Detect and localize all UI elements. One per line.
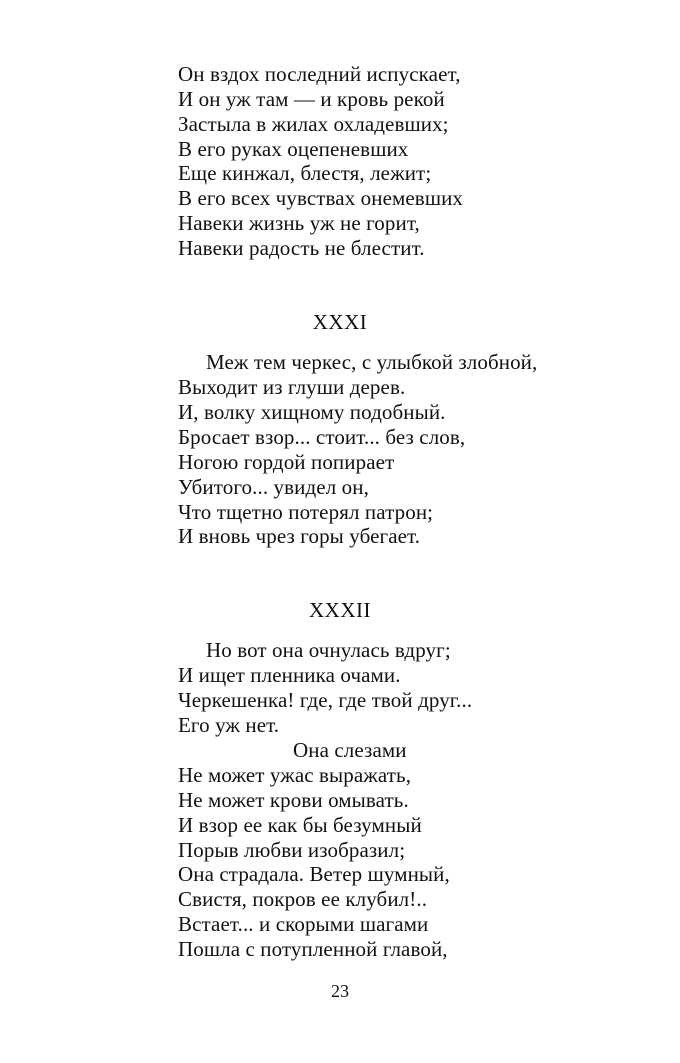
verse-line: Свистя, покров ее клубил!.. [178,887,428,911]
verse-line: Черкешенка! где, где твой друг... [178,688,473,712]
page-number: 23 [331,981,349,1001]
verse-line: Навеки жизнь уж не горит, [178,211,420,235]
verse-line: Еще кинжал, блестя, лежит; [178,161,432,185]
verse-line: Что тщетно потерял патрон; [178,500,434,524]
verse-line: Убитого... увидел он, [178,475,369,499]
verse-line: Меж тем черкес, с улыбкой злобной, [206,350,538,374]
verse-line: В его руках оцепеневших [178,137,409,161]
verse-line: Она страдала. Ветер шумный, [178,862,450,886]
verse-line: Выходит из глуши дерев. [178,375,406,399]
verse-line: И ищет пленника очами. [178,663,401,687]
stanza-heading-31: XXXI [312,310,368,334]
verse-line: Он вздох последний испускает, [178,62,461,86]
stanza-heading-32: XXXII [309,598,371,622]
verse-line: Бросает взор... стоит... без слов, [178,425,466,449]
verse-line: Не может ужас выражать, [178,763,412,787]
verse-line: И он уж там — и кровь рекой [178,87,445,111]
verse-line: Но вот она очнулась вдруг; [206,638,451,662]
verse-line: В его всех чувствах онемевших [178,186,464,210]
verse-line: Ногою гордой попирает [178,450,395,474]
verse-line: Застыла в жилах охладевших; [178,112,449,136]
verse-line: Пошла с потупленной главой, [178,937,448,961]
verse-line: Встает... и скорыми шагами [178,912,429,936]
verse-line: Не может крови омывать. [178,788,409,812]
verse-line: Его уж нет. [178,713,280,737]
verse-line: И вновь чрез горы убегает. [178,524,421,548]
verse-line: И взор ее как бы безумный [178,813,422,837]
verse-line: Навеки радость не блестит. [178,236,425,260]
verse-line: Она слезами [293,738,407,762]
verse-line: Порыв любви изобразил; [178,838,406,862]
verse-line: И, волку хищному подобный. [178,400,446,424]
